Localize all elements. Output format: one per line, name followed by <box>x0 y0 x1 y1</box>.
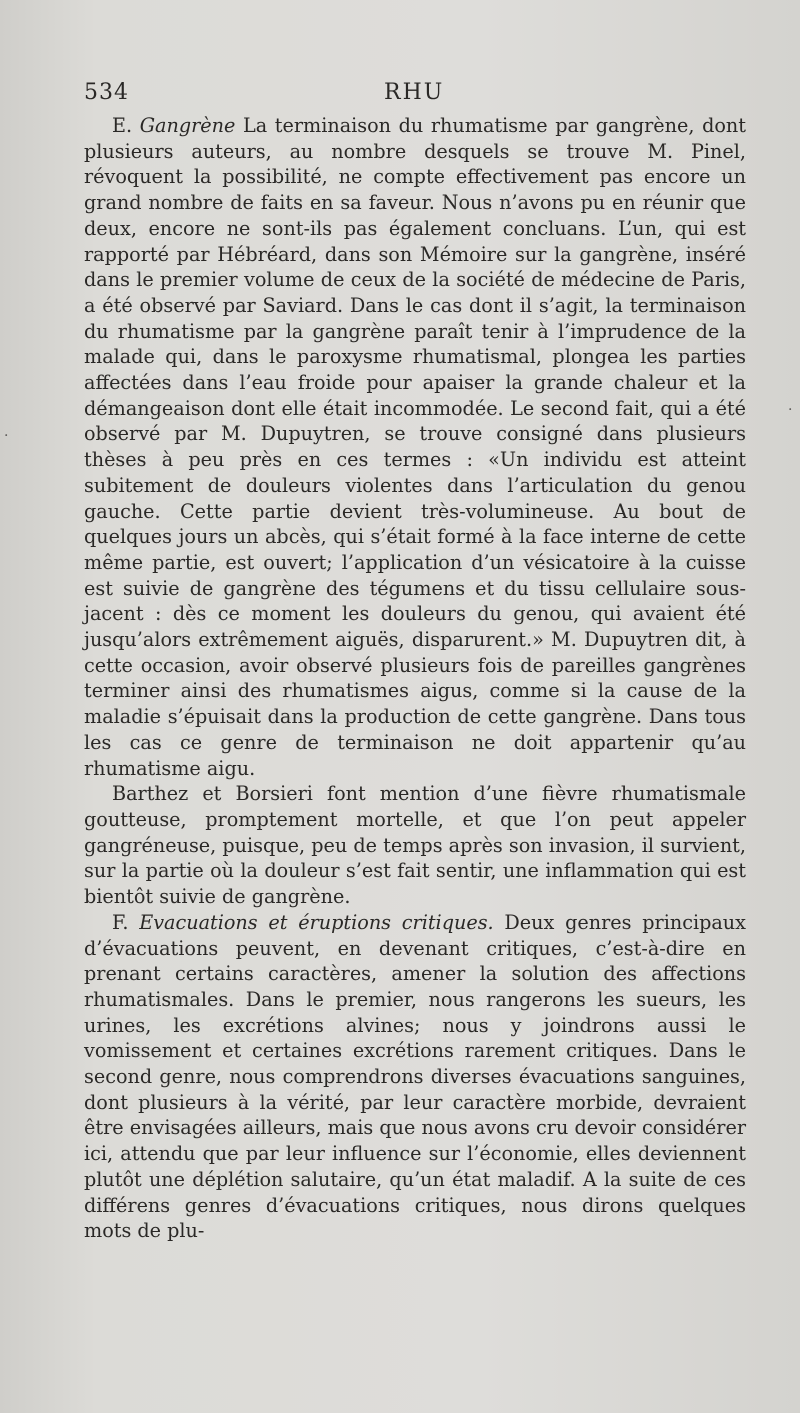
page-header <box>84 80 744 112</box>
section-e-paragraph-2 <box>84 781 746 910</box>
section-e-letter: E. <box>112 114 133 137</box>
section-e-text: La terminaison du rhumatisme par gangrène, dont plusieurs auteurs, au nombre desquels se trouve M. Pinel, révoquent la possibilité, ne compte effectivement pas encore un grand nombre de faits en sa faveur. Nous n’avons pu en réunir que deux, encore ne sont-ils pas également concluans. L’un, qui est rapporté par Hébréard, dans son Mémoire sur la gangrène, inséré dans le premier volume de ceux de la société de médecine de Paris, a été observé par Saviard. Dans le cas dont il s’agit, la terminaison du rhumatisme par la gangrène paraît tenir à l’imprudence de la malade qui, dans le paroxysme rhumatismal, plongea les parties affectées dans l’eau froide pour apaiser la grande chaleur et la démangeaison dont elle était incommodée. Le second fait, qui a été observé par M. Dupuytren, se trouve consigné dans plusieurs thèses à peu près en ces termes : «Un individu est atteint subitement de douleurs violentes dans l’articulation du genou gauche. Cette partie devient très-volumineuse. Au bout de quelques jours un abcès, qui s’était formé à la face interne de cette même partie, est ouvert; l’application d’un vésicatoire à la cuisse est suivie de gangrène des tégumens et du tissu cellulaire sous-jacent : dès ce moment les douleurs du genou, qui avaient été jusqu’alors extrêmement aiguës, disparurent.» M. Dupuytren dit, à cette occasion, avoir observé plusieurs fois de pareilles gangrènes terminer ainsi des rhumatismes aigus, comme si la cause de la maladie s’épuisait dans la production de cette gangrène. Dans tous les cas ce genre de terminaison ne doit appartenir qu’au rhumatisme aigu. <box>84 114 746 780</box>
section-f-letter: F. <box>112 910 129 934</box>
running-title: RHU <box>384 80 445 105</box>
section-f-paragraph <box>84 910 746 1244</box>
page-number: 534 <box>84 80 129 105</box>
margin-speck: · <box>788 402 793 418</box>
page-body <box>84 113 746 1244</box>
section-f-title: Evacuations et éruptions critiques. <box>139 910 494 934</box>
margin-speck: · <box>4 428 9 444</box>
section-f-text: Deux genres principaux d’évacuations peuvent, en devenant critiques, c’est-à-dire en prenant certains caractères, amener la solution des affections rhumatismales. Dans le premier, nous rangerons les sueurs, les urines, les excrétions alvines; nous y joindrons aussi le vomissement et certaines excrétions rarement critiques. Dans le second genre, nous comprendrons diverses évacuations sanguines, dont plusieurs à la vérité, par leur caractère morbide, devraient être envisagées ailleurs, mais que nous avons cru devoir considérer ici, attendu que par leur influence sur l’économie, elles deviennent plutôt une déplétion salutaire, qu’un état maladif. A la suite de ces différens genres d’évacuations critiques, nous dirons quelques mots de plu- <box>84 910 746 1243</box>
section-e-paragraph <box>84 113 746 781</box>
section-e-text-2: Barthez et Borsieri font mention d’une fièvre rhumatismale goutteuse, promptement mortelle, et que l’on peut appeler gangréneuse, puisque, peu de temps après son invasion, il survient, sur la partie où la douleur s’est fait sentir, une inflammation qui est bientôt suivie de gangrène. <box>84 782 746 909</box>
section-e-title: Gangrène <box>139 114 236 137</box>
